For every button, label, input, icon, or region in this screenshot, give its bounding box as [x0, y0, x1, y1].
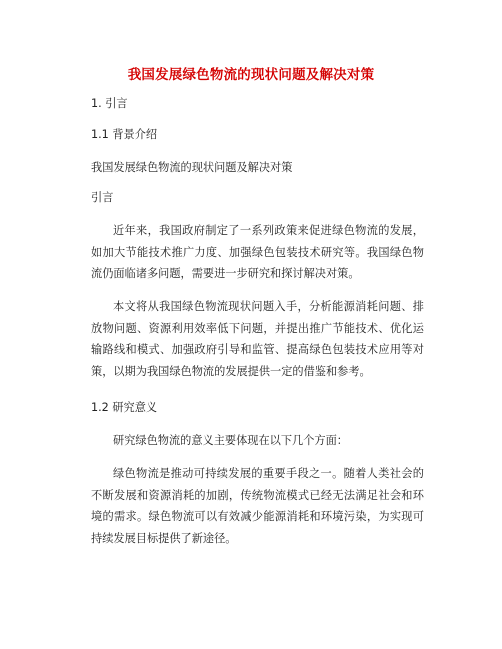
paragraph-3: 研究绿色物流的意义主要体现在以下几个方面： — [113, 434, 348, 447]
document-title: 我国发展绿色物流的现状问题及解决对策 — [127, 67, 375, 83]
intro-label: 引言 — [91, 191, 114, 204]
paragraph-1: 近年来，我国政府制定了一系列政策来促进绿色物流的发展，如加大节能技术推广力度、加强绿色包装技术研究等。我国绿色物流仍面临诸多问题，需要进一步研究和探讨解决对策。 — [91, 224, 424, 281]
repeated-title-line: 我国发展绿色物流的现状问题及解决对策 — [91, 161, 293, 174]
paragraph-2: 本文将从我国绿色物流现状问题入手，分析能源消耗问题、排放物问题、资源利用效率低下问题，并提出推广节能技术、优化运输路线和模式、加强政府引导和监管、提高绿色包装技术应用等对策，以期为我国绿色物流的发展提供一定的借鉴和参考。 — [91, 300, 424, 378]
subsection-heading-1-1: 1.1 背景介绍 — [91, 128, 158, 141]
section-heading-1: 1. 引言 — [91, 97, 128, 110]
subsection-heading-1-2: 1.2 研究意义 — [91, 401, 158, 414]
paragraph-4: 绿色物流是推动可持续发展的重要手段之一。随着人类社会的不断发展和资源消耗的加剧，传统物流模式已经无法满足社会和环境的需求。绿色物流可以有效减少能源消耗和环境污染，为实现可持续发展目标提供了新途径。 — [91, 467, 424, 545]
